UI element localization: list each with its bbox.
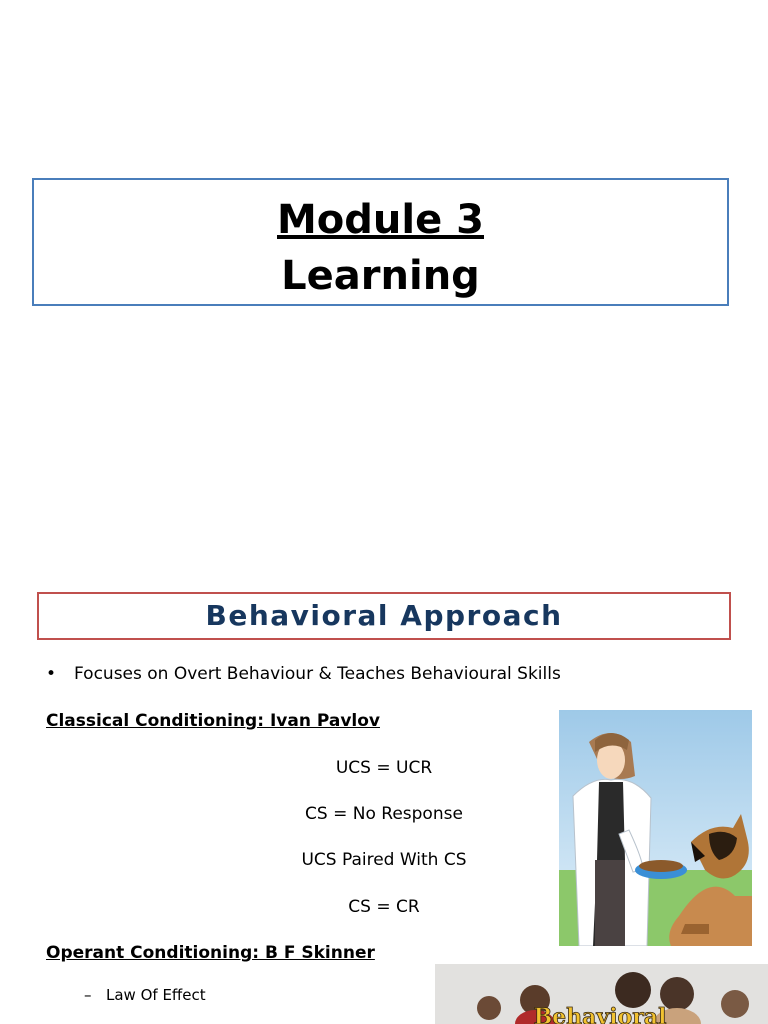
sub-bullet-item [84, 984, 206, 1006]
title-box [32, 178, 729, 306]
dash-icon: – [84, 986, 92, 1004]
bullet-text: Focuses on Overt Behaviour & Teaches Behavioural Skills [74, 664, 561, 684]
module-title: Module 3 [277, 197, 484, 243]
bullet-item [46, 662, 561, 686]
classical-conditioning-heading: Classical Conditioning: Ivan Pavlov [46, 711, 380, 731]
equation-line: CS = No Response [305, 804, 463, 824]
section-heading: Behavioral Approach [205, 599, 563, 632]
photo-caption: Behavioral [533, 1004, 667, 1024]
operant-conditioning-heading: Operant Conditioning: B F Skinner [46, 943, 375, 963]
pavlov-dog-illustration [559, 710, 752, 946]
module-subtitle: Learning [281, 253, 480, 299]
equation-line: UCS Paired With CS [301, 850, 467, 870]
behavioral-photo [435, 964, 768, 1024]
bullet-icon: • [46, 664, 57, 684]
sub-bullet-text: Law Of Effect [106, 986, 206, 1004]
equation-line: CS = CR [348, 897, 420, 917]
equation-line: UCS = UCR [335, 758, 433, 778]
section-heading-box [37, 592, 731, 640]
